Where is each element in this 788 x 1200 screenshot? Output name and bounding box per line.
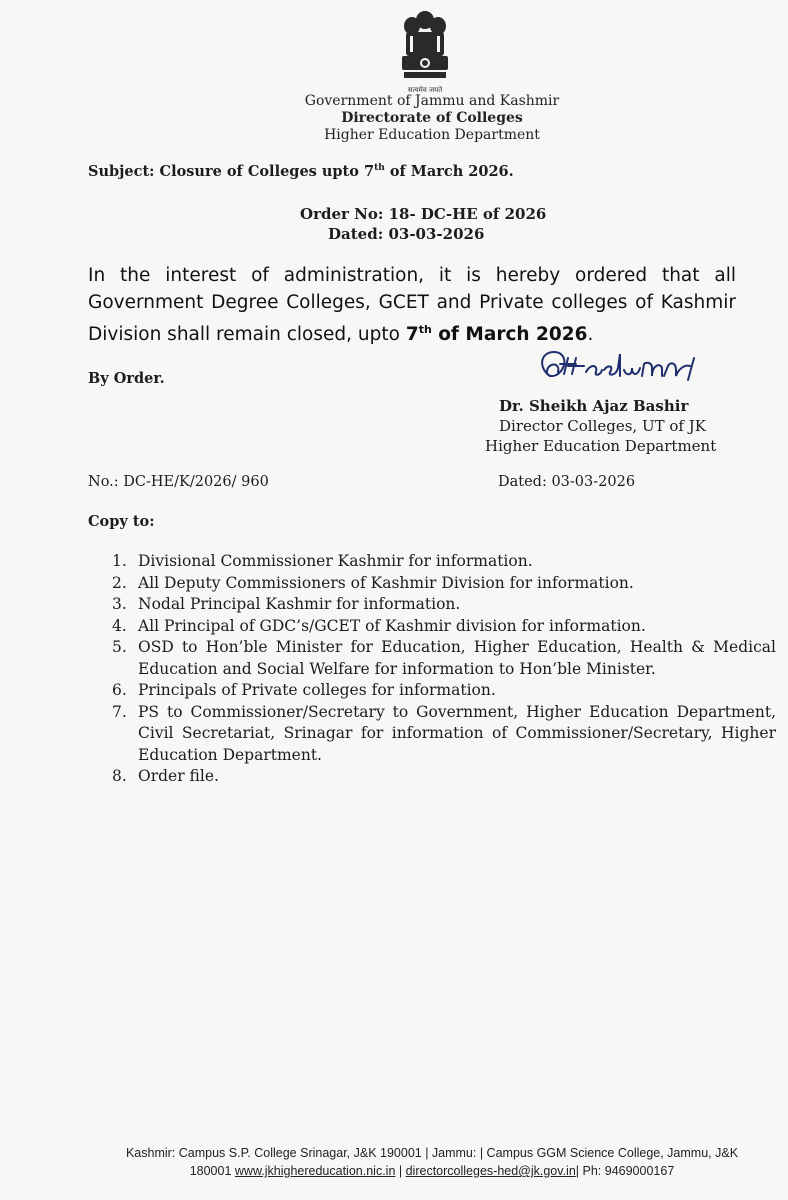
- copy-to-item-text: Order file.: [138, 767, 219, 785]
- order-body: [88, 262, 736, 348]
- copy-to-item: [112, 680, 776, 702]
- signatory-department: Higher Education Department: [485, 437, 717, 455]
- order-body-end: .: [587, 324, 594, 346]
- closure-month-year: of March 2026: [431, 324, 588, 346]
- copy-to-item-text: All Deputy Commissioners of Kashmir Division for information.: [138, 573, 634, 592]
- national-emblem-icon: [398, 6, 452, 94]
- website-link[interactable]: www.jkhighereducation.nic.in: [234, 1164, 396, 1178]
- reference-date: Dated: 03-03-2026: [498, 474, 636, 490]
- signatory-block: [485, 396, 716, 456]
- copy-to-item-text: All Principal of GDC’s/GCET of Kashmir division for information.: [138, 616, 646, 635]
- footer-line-2: [0, 1162, 788, 1180]
- email-link[interactable]: directorcolleges-hed@jk.gov.in: [405, 1164, 576, 1178]
- copy-to-item: [112, 702, 776, 767]
- emblem-motto: सत्यमेव जयते: [407, 86, 443, 94]
- copy-to-item-number: 6.: [112, 681, 127, 699]
- copy-to-item-number: 1.: [112, 552, 127, 570]
- directorate-name: Directorate of Colleges: [341, 110, 523, 126]
- copy-to-item-number: 5.: [112, 638, 127, 656]
- order-block: [300, 204, 546, 244]
- by-order-label: By Order.: [88, 370, 165, 387]
- footer-address: [0, 1144, 788, 1180]
- copy-to-item-number: 3.: [112, 595, 127, 613]
- signatory-title: Director Colleges, UT of JK: [499, 417, 706, 435]
- copy-to-item: [112, 573, 776, 595]
- copy-to-item: [112, 551, 776, 573]
- copy-to-item-number: 2.: [112, 573, 127, 592]
- order-number: Order No: 18- DC-HE of 2026: [300, 205, 547, 223]
- copy-to-item-number: 8.: [112, 767, 127, 785]
- order-body-text: In the interest of administration, it is hereby ordered that all Government Degree Colleges, GCET and Private colleges of Kashmir Division shall remain closed, upto: [88, 265, 736, 346]
- footer-separator: |: [395, 1164, 406, 1178]
- closure-date: [406, 324, 588, 345]
- copy-to-list: [112, 551, 776, 788]
- subject-suffix: of March 2026.: [384, 163, 514, 180]
- copy-to-item-text: PS to Commissioner/Secretary to Government, Higher Education Department, Civil Secretariat, Srinagar for information of Commissioner/Secretary, Higher Education Department.: [138, 702, 776, 764]
- copy-to-item: [112, 637, 776, 680]
- closure-day-suffix: th: [418, 323, 432, 336]
- copy-to-item-number: 7.: [112, 702, 127, 721]
- copy-to-item: [112, 616, 776, 638]
- footer-pin: 180001: [189, 1164, 235, 1178]
- copy-to-item-text: Principals of Private colleges for information.: [138, 681, 496, 699]
- government-name: Government of Jammu and Kashmir: [304, 93, 560, 109]
- copy-to-item-text: Divisional Commissioner Kashmir for information.: [138, 552, 533, 570]
- order-date: Dated: 03-03-2026: [328, 225, 485, 243]
- subject-prefix: Subject: Closure of Colleges upto 7: [88, 163, 375, 180]
- subject-superscript: th: [374, 163, 385, 174]
- footer-line-1: Kashmir: Campus S.P. College Srinagar, J&K 190001 | Jammu: | Campus GGM Science College, Jammu, J&K: [125, 1146, 739, 1160]
- signatory-name: Dr. Sheikh Ajaz Bashir: [499, 397, 689, 415]
- reference-number: No.: DC-HE/K/2026/ 960: [88, 474, 269, 490]
- copy-to-item-text: OSD to Hon’ble Minister for Education, Higher Education, Health & Medical Education and Social Welfare for information to Hon’ble Minister.: [138, 638, 776, 678]
- copy-to-item-text: Nodal Principal Kashmir for information.: [138, 595, 461, 613]
- closure-day: 7: [405, 324, 419, 346]
- footer-phone: | Ph: 9469000167: [575, 1164, 675, 1178]
- copy-to-item: [112, 766, 776, 788]
- department-name: Higher Education Department: [324, 127, 540, 143]
- copy-to-item: [112, 594, 776, 616]
- copy-to-item-number: 4.: [112, 616, 127, 635]
- handwritten-signature: [528, 346, 718, 394]
- subject-line: [88, 163, 514, 180]
- copy-to-heading: Copy to:: [88, 513, 155, 530]
